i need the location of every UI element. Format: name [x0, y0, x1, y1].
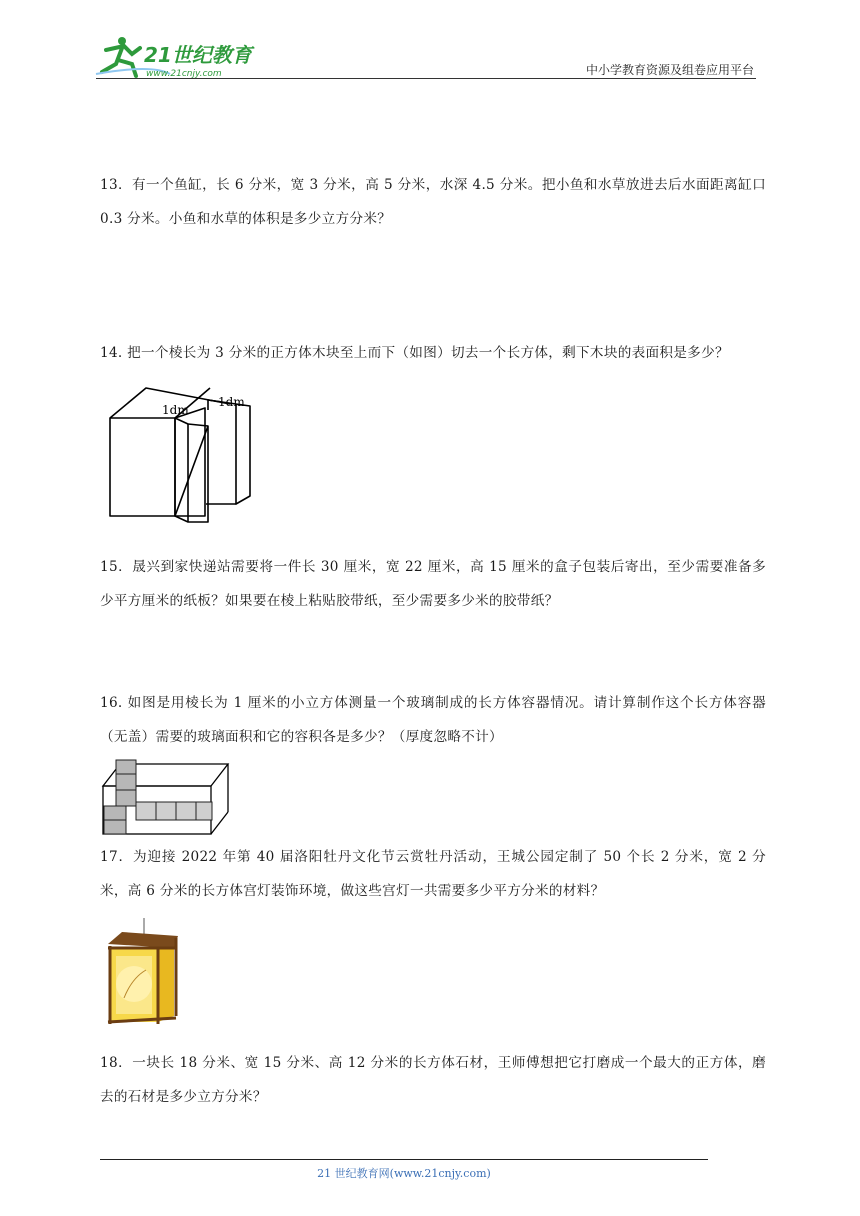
question-16: 16. 如图是用棱长为 1 厘米的小立方体测量一个玻璃制成的长方体容器情况。请计算制作这个长方体容器（无盖）需要的玻璃面积和它的容积各是多少？（厚度忽略不计）: [100, 695, 766, 745]
dimension-label-2: 1dm: [218, 395, 245, 409]
header-platform-text: 中小学教育资源及组卷应用平台: [585, 63, 754, 77]
question-13: 13．有一个鱼缸，长 6 分米，宽 3 分米，高 5 分米，水深 4.5 分米。把小鱼和水草放进去后水面距离缸口 0.3 分米。小鱼和水草的体积是多少立方分米？: [100, 177, 766, 227]
question-18: 18．一块长 18 分米、宽 15 分米、高 12 分米的长方体石材，王师傅想把它打磨成一个最大的正方体，磨去的石材是多少立方分米？: [100, 1055, 766, 1105]
logo-text: 21世纪教育: [144, 43, 252, 67]
logo-url: www.21cnjy.com: [146, 69, 222, 79]
dimension-label-1: 1dm: [162, 403, 189, 417]
header-divider: [96, 78, 756, 79]
palace-lantern-image: [102, 918, 184, 1030]
question-14: 14. 把一个棱长为 3 分米的正方体木块至上而下（如图）切去一个长方体，剩下木块的表面积是多少？: [100, 345, 729, 361]
footer-link[interactable]: 21 世纪教育网(www.21cnjy.com): [317, 1167, 491, 1180]
cube-cut-figure: [100, 380, 260, 530]
question-15: 15．晟兴到家快递站需要将一件长 30 厘米，宽 22 厘米，高 15 厘米的盒子包装后寄出，至少需要准备多少平方厘米的纸板？如果要在棱上粘贴胶带纸，至少需要多少米的胶带纸？: [100, 559, 766, 609]
glass-container-figure: [100, 756, 232, 838]
question-17: 17．为迎接 2022 年第 40 届洛阳牡丹文化节云赏牡丹活动，王城公园定制了 50 个长 2 分米，宽 2 分米，高 6 分米的长方体宫灯装饰环境，做这些宫灯一共需要多少平方分米的材料？: [100, 849, 766, 899]
footer-divider: [100, 1159, 708, 1160]
site-logo: [92, 34, 262, 82]
